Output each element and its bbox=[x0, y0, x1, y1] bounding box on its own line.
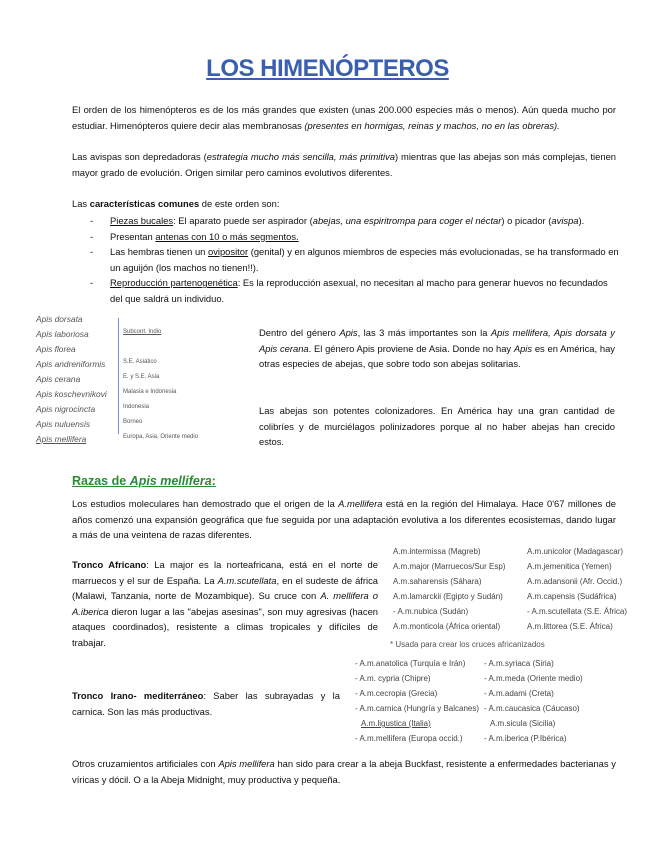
race-item: A.m.capensis (Sudáfrica) bbox=[527, 592, 617, 601]
races-heading bbox=[72, 474, 216, 488]
genus-text: , las 3 más importantes son la bbox=[357, 327, 491, 338]
race-item: - A.m.caucasica (Cáucaso) bbox=[484, 704, 580, 713]
region-list-2 bbox=[123, 355, 198, 445]
region-item: Subcont. Indio bbox=[123, 329, 162, 335]
genus-text: es en América, hay otras especies de abejas, que sobre todo son abejas solitarias. bbox=[259, 342, 615, 369]
race-item: A.m.littorea (S.E. África) bbox=[527, 622, 613, 631]
features-list bbox=[72, 213, 622, 306]
species-item: Apis andreniformis bbox=[36, 359, 106, 369]
feature-item bbox=[72, 229, 622, 245]
races-heading-italic: Apis mellifera bbox=[129, 474, 212, 488]
african-paragraph bbox=[72, 557, 378, 650]
race-item: A.m.intermissa (Magreb) bbox=[393, 547, 481, 556]
race-item: A.m.sicula (Sicilia) bbox=[490, 719, 556, 728]
african-races-left bbox=[393, 544, 505, 634]
species-list bbox=[36, 312, 116, 447]
closing-paragraph bbox=[72, 756, 616, 787]
feature-item bbox=[72, 213, 622, 229]
feature-item bbox=[72, 275, 622, 306]
african-italic: A. mellifera o A.iberica bbox=[72, 590, 378, 617]
feature-term: antenas con 10 o más segmentos. bbox=[155, 230, 299, 242]
species-item: Apis florea bbox=[36, 344, 76, 354]
race-item: A.m.adansonii (Afr. Occid.) bbox=[527, 577, 623, 586]
race-item: - A.m.meda (Oriente medio) bbox=[484, 674, 583, 683]
race-item: A.m.jemenitica (Yemen) bbox=[527, 562, 612, 571]
genus-italic: Apis bbox=[513, 342, 533, 354]
region-item: Borneo bbox=[123, 419, 143, 425]
race-item: - A.m.syriaca (Siria) bbox=[484, 659, 554, 668]
genus-italic: Apis mellifera, Apis dorsata y Apis cerana bbox=[259, 327, 615, 354]
species-item: Apis mellifera bbox=[36, 434, 87, 444]
race-item: A.m.lamarckii (Egipto y Sudán) bbox=[393, 592, 503, 601]
races-heading-b: : bbox=[211, 474, 216, 488]
race-item: - A.m.carnica (Hungría y Balcanes) bbox=[355, 704, 480, 713]
african-label: Tronco Africano bbox=[72, 559, 147, 570]
features-lead-a: Las bbox=[72, 198, 90, 209]
african-italic: A.m.scutellata bbox=[217, 574, 277, 586]
african-text: dieron lugar a las "abejas asesinas", son muy agresivas (hacen ataques coordinados), resistente a climas tropicales y difíciles de trabajar. bbox=[72, 605, 378, 648]
feature-text: : El aparato puede ser aspirador ( bbox=[173, 215, 313, 226]
species-item: Apis nuluensis bbox=[36, 419, 91, 429]
iranian-text: : Saber las subrayadas y la carnica. Son las más productivas. bbox=[72, 690, 340, 717]
feature-italic: avispa bbox=[551, 215, 579, 226]
intro-paragraph-2 bbox=[72, 149, 616, 180]
feature-text: (genital) y en algunos miembros de especies más evolucionadas, se ha transformado en un aguijón (los machos no tienen!!). bbox=[110, 246, 619, 273]
closing-text: han sido para crear a la abeja Buckfast, resistente a enfermedades bacterianas y víricas y dócil. O a la Abeja Midnight, muy productiva y pequeña. bbox=[72, 758, 616, 785]
region-item: Indonesia bbox=[123, 404, 150, 410]
african-note: * Usada para crear los cruces africanizados bbox=[390, 640, 545, 649]
feature-text: : Es la reproducción asexual, no necesitan al macho para generar huevos no fecundados del que saldrá un individuo. bbox=[110, 277, 608, 304]
race-item: - A.m.nubica (Sudán) bbox=[393, 607, 469, 616]
species-item: Apis laboriosa bbox=[36, 329, 89, 339]
race-item: A.m.saharensis (Sáhara) bbox=[393, 577, 482, 586]
species-item: Apis cerana bbox=[36, 374, 81, 384]
region-item: S.E. Asiático bbox=[123, 359, 157, 365]
features-lead-b: de este orden son: bbox=[199, 198, 280, 209]
genus-paragraph-1 bbox=[259, 325, 615, 372]
intro2-italic: estrategia mucho más sencilla, más primitiva bbox=[206, 151, 395, 162]
races-heading-a: Razas de bbox=[72, 474, 130, 488]
genus-paragraph-2: Las abejas son potentes colonizadores. En América hay una gran cantidad de colibríes y de murciélagos polinizadores porque al no haber abejas han crecido estos. bbox=[259, 405, 615, 447]
region-item: Malasia e Indonesia bbox=[123, 389, 177, 395]
intro-italic: (presentes en hormigas, reinas y machos, no en las obreras). bbox=[304, 119, 560, 131]
race-item: A.m.unicolor (Madagascar) bbox=[527, 547, 624, 556]
race-item: - A.m.anatolica (Turquía e Irán) bbox=[355, 659, 466, 668]
iranian-races-right bbox=[484, 656, 583, 746]
page-title: LOS HIMENÓPTEROS bbox=[206, 55, 449, 82]
intro2-text-b: ) mientras que las abejas son más complejas, tienen mayor grado de evolución. Origen similar pero caminos evolutivos diferentes. bbox=[72, 151, 616, 178]
species-item: Apis dorsata bbox=[36, 314, 83, 324]
feature-item bbox=[72, 244, 622, 275]
race-item: - A.m.cecropia (Grecia) bbox=[355, 689, 438, 698]
feature-term: Piezas bucales bbox=[110, 215, 174, 226]
intro2-text-a: Las avispas son depredadoras ( bbox=[72, 151, 207, 162]
region-list bbox=[123, 325, 161, 340]
features-lead bbox=[72, 196, 616, 212]
african-races-right bbox=[527, 544, 627, 634]
feature-text: ) o picador ( bbox=[501, 215, 552, 226]
african-text: , en el sudeste de áfrica (Malawi, Tanzania, norte de Mozambique). Su cruce con bbox=[72, 574, 379, 601]
species-item: Apis nigrocincta bbox=[36, 404, 96, 414]
african-note-text: Usada para crear los cruces africanizados bbox=[395, 640, 545, 649]
race-item: A.m.monticola (África oriental) bbox=[393, 622, 501, 631]
races-italic: A.mellifera bbox=[338, 498, 383, 509]
race-item: - A.m.scutellata (S.E. África) bbox=[527, 607, 628, 616]
feature-text: Presentan bbox=[110, 230, 156, 242]
feature-text: Las hembras tienen un bbox=[110, 246, 208, 257]
closing-text: Otros cruzamientos artificiales con bbox=[72, 758, 219, 769]
features-lead-bold: características comunes bbox=[89, 198, 200, 209]
feature-term: Reproducción partenogenética bbox=[110, 277, 238, 288]
feature-text: ). bbox=[578, 215, 585, 226]
species-item: Apis koschevnikovi bbox=[36, 389, 107, 399]
race-item: - A.m.iberica (P.Ibérica) bbox=[484, 734, 567, 743]
region-item: Europa, Asia, Oriente medio bbox=[123, 434, 199, 440]
region-item: E. y S.E. Asia bbox=[123, 374, 160, 380]
african-text: : La major es la norteafricana, está en el norte de marruecos y el sur de España. La bbox=[72, 559, 378, 586]
iranian-races-left bbox=[355, 656, 479, 746]
races-paragraph bbox=[72, 496, 616, 543]
race-item: - A.m.mellifera (Europa occid.) bbox=[355, 734, 463, 743]
genus-text: . El género Apis proviene de Asia. Donde no hay bbox=[308, 342, 514, 354]
intro-text: El orden de los himenópteros es de los más grandes que existen (unas 200.000 especies más o menos). Aún queda mucho por estudiar. Himenópteros quiere decir alas membranosas bbox=[72, 104, 616, 131]
genus-text: Dentro del género bbox=[259, 327, 340, 338]
genus-italic: Apis bbox=[339, 327, 358, 338]
feature-term: ovipositor bbox=[207, 246, 249, 257]
race-item: A.m.major (Marruecos/Sur Esp) bbox=[393, 562, 506, 571]
race-item: - A.m. cypria (Chipre) bbox=[355, 674, 431, 683]
species-bracket bbox=[118, 318, 119, 434]
intro-paragraph-1 bbox=[72, 102, 616, 133]
feature-italic: abejas, una espiritrompa para coger el néctar bbox=[312, 215, 502, 226]
races-text: está en la región del Himalaya. Hace 0'67 millones de años comenzó una expansión geográfica que fue seguida por una adaptación evolutiva a los diferentes ecosistemas, dando lugar a más de una veintena de razas diferentes. bbox=[72, 498, 617, 540]
races-text: Los estudios moleculares han demostrado que el origen de la bbox=[72, 498, 339, 509]
race-item: A.m.ligustica (Italia) bbox=[361, 719, 431, 728]
iranian-paragraph bbox=[72, 688, 340, 719]
closing-italic: Apis mellifera bbox=[218, 758, 275, 769]
race-item: - A.m.adami (Creta) bbox=[484, 689, 554, 698]
iranian-label: Tronco Irano- mediterráneo bbox=[72, 690, 204, 701]
